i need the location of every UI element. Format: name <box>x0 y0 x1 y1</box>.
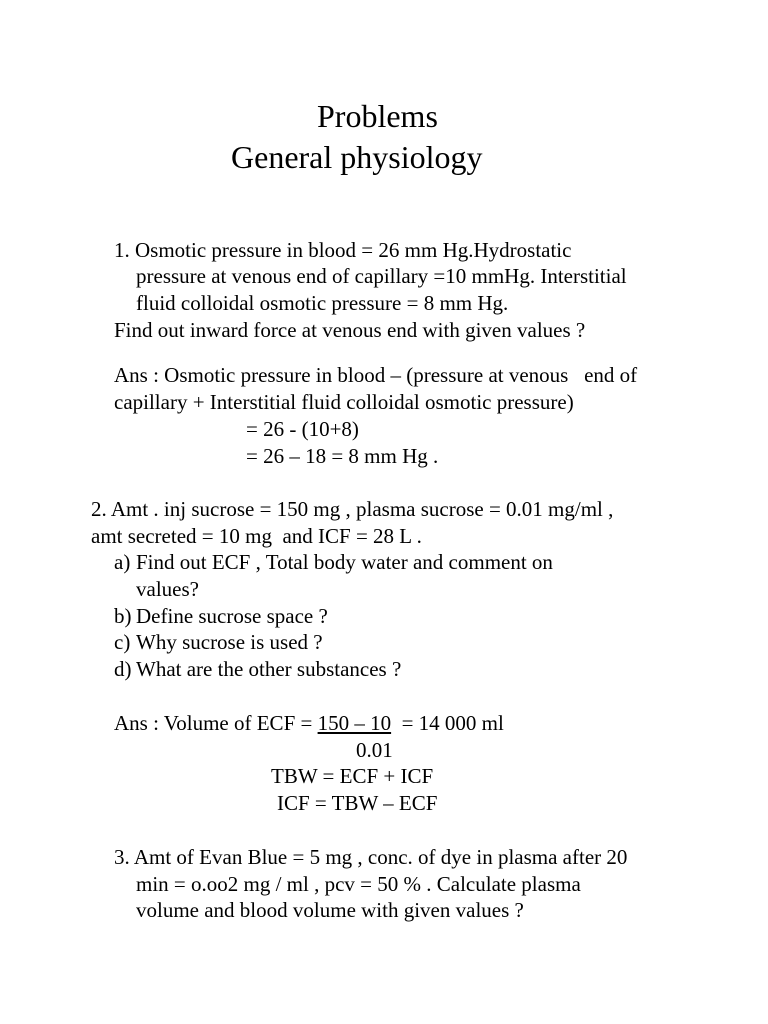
problem-1-line-3: fluid colloidal osmotic pressure = 8 mm Hg. <box>136 291 509 315</box>
problem-2-answer-line <box>114 710 504 736</box>
problem-3-line-3: volume and blood volume with given values ? <box>136 898 524 922</box>
problem-3-line-1: 3. Amt of Evan Blue = 5 mg , conc. of dye in plasma after 20 <box>114 845 628 869</box>
problem-2-answer-prefix: Ans : Volume of ECF = <box>114 711 318 735</box>
problem-3-line-2: min = o.oo2 mg / ml , pcv = 50 % . Calculate plasma <box>136 872 581 896</box>
problem-2-answer-tbw: TBW = ECF + ICF <box>271 764 434 788</box>
problem-2-subpart-c-text: Why sucrose is used ? <box>136 630 323 654</box>
problem-2-subpart-c-label: c) <box>114 630 131 654</box>
problem-2-subpart-d-label: d) <box>114 657 132 681</box>
problem-1-line-1: 1. Osmotic pressure in blood = 26 mm Hg.Hydrostatic <box>114 238 572 262</box>
problem-2-answer-denominator: 0.01 <box>356 738 393 762</box>
problem-2-line-2: amt secreted = 10 mg and ICF = 28 L . <box>91 524 422 548</box>
problem-2-subpart-b-text: Define sucrose space ? <box>136 604 328 628</box>
problem-2-answer-numerator: 150 – 10 <box>317 711 392 735</box>
problem-1-question: Find out inward force at venous end with given values ? <box>114 318 586 342</box>
problem-2-subpart-a-continuation: values? <box>136 577 199 601</box>
problem-1-answer-line-2: capillary + Interstitial fluid colloidal osmotic pressure) <box>114 390 574 414</box>
problem-1-line-2: pressure at venous end of capillary =10 mmHg. Interstitial <box>136 264 627 288</box>
problem-2-line-1: 2. Amt . inj sucrose = 150 mg , plasma sucrose = 0.01 mg/ml , <box>91 497 614 521</box>
problem-2-subpart-a-text: Find out ECF , Total body water and comment on <box>136 550 553 574</box>
problem-1-answer-line-1: Ans : Osmotic pressure in blood – (pressure at venous end of <box>114 363 638 387</box>
problem-2-subpart-b-label: b) <box>114 604 132 628</box>
problem-2-answer-icf: ICF = TBW – ECF <box>277 791 438 815</box>
problem-2-subpart-d-text: What are the other substances ? <box>136 657 402 681</box>
problem-2-subpart-a-label: a) <box>114 550 131 574</box>
problem-1-answer-line-4: = 26 – 18 = 8 mm Hg . <box>246 444 439 468</box>
document-subtitle: General physiology <box>231 139 483 175</box>
document-title: Problems <box>317 98 438 134</box>
problem-2-answer-result: = 14 000 ml <box>391 711 504 735</box>
problem-1-answer-line-3: = 26 - (10+8) <box>246 417 359 441</box>
